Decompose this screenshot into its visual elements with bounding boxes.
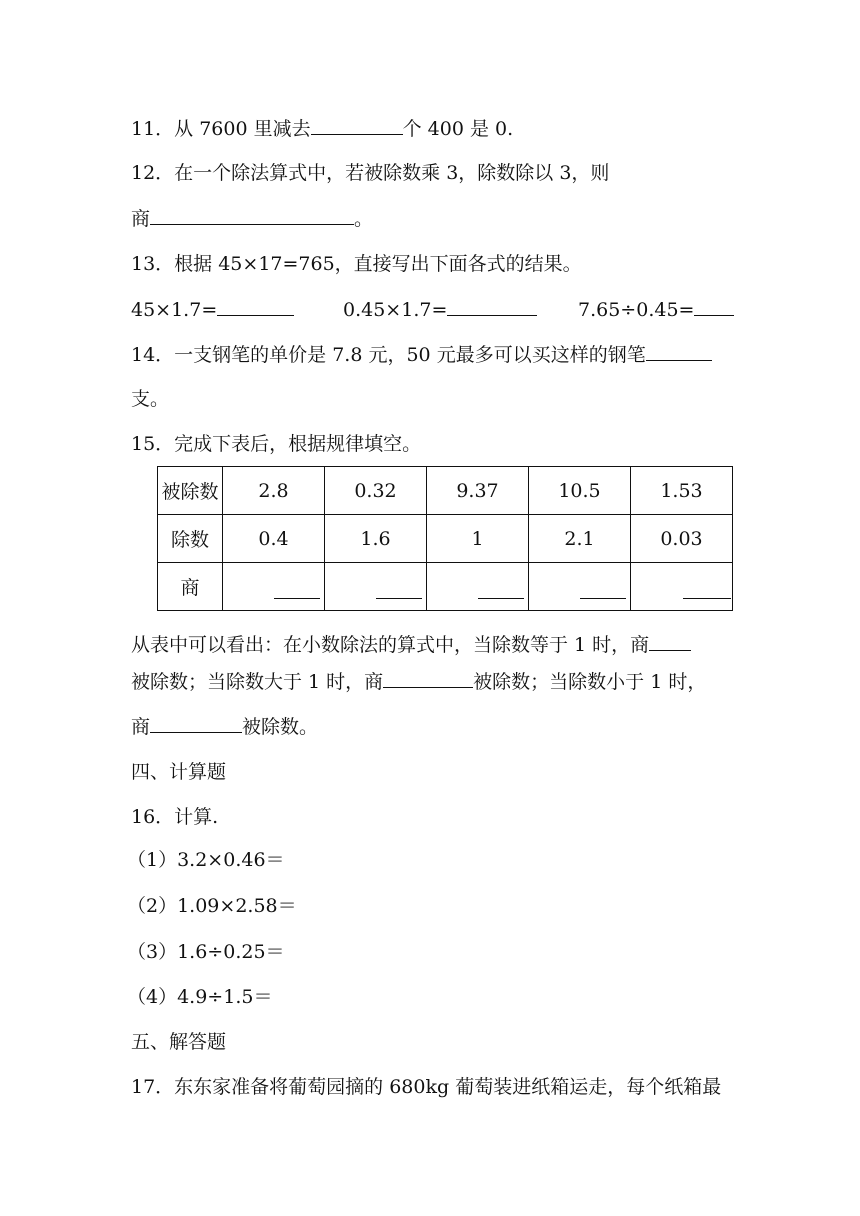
quotient-cell[interactable]	[427, 563, 529, 611]
q12-answer-blank[interactable]	[150, 206, 354, 225]
q13-expr-2-blank[interactable]	[447, 297, 537, 316]
question-17-line1: 17．东东家准备将葡萄园摘的 680kg 葡萄装进纸箱运走，每个纸箱最	[131, 1076, 722, 1098]
quotient-cell[interactable]	[223, 563, 325, 611]
q15-blank-1[interactable]	[649, 632, 691, 651]
q16-item-4: （4）4.9÷1.5＝	[127, 986, 273, 1008]
q11-answer-blank[interactable]	[311, 116, 403, 135]
quotient-blank[interactable]	[376, 598, 422, 599]
table-cell: 1.6	[325, 515, 427, 563]
q13-expr-2	[343, 297, 537, 322]
q15-line3-b: 被除数。	[242, 716, 319, 738]
question-12-line2	[131, 206, 373, 231]
q15-blank-2[interactable]	[383, 669, 473, 688]
q13-expr-1	[131, 297, 294, 322]
quotient-blank[interactable]	[274, 598, 320, 599]
q15-conclusion-line2	[131, 669, 706, 694]
q12-prefix: 商	[131, 208, 151, 230]
division-table	[157, 466, 733, 611]
q14-answer-blank[interactable]	[646, 342, 712, 361]
table-cell: 9.37	[427, 467, 529, 515]
q13-expr-2-text: 0.45×1.7=	[343, 299, 448, 321]
row-header-quotient: 商	[158, 563, 223, 611]
table-cell: 0.03	[631, 515, 733, 563]
table-cell: 0.4	[223, 515, 325, 563]
section-heading-word-problems: 五、解答题	[131, 1031, 227, 1053]
row-header-divisor: 除数	[158, 515, 223, 563]
table-cell: 1.53	[631, 467, 733, 515]
table-cell: 2.1	[529, 515, 631, 563]
quotient-cell[interactable]	[529, 563, 631, 611]
q13-expr-1-text: 45×1.7=	[131, 299, 218, 321]
quotient-blank[interactable]	[478, 598, 524, 599]
q13-expr-3-text: 7.65÷0.45=	[578, 299, 695, 321]
q16-item-1: （1）3.2×0.46＝	[127, 849, 285, 871]
question-12-line1: 12．在一个除法算式中，若被除数乘 3，除数除以 3，则	[131, 162, 610, 184]
table-cell: 10.5	[529, 467, 631, 515]
question-15-title: 15．完成下表后，根据规律填空。	[131, 433, 422, 455]
q11-suffix: 个 400 是 0.	[402, 118, 514, 140]
q15-conclusion-line1	[131, 632, 691, 657]
q15-blank-3[interactable]	[150, 714, 242, 733]
section-heading-calculation: 四、计算题	[131, 761, 227, 783]
table-row	[158, 563, 733, 611]
table-row	[158, 467, 733, 515]
row-header-dividend: 被除数	[158, 467, 223, 515]
q15-line2-b: 被除数；当除数小于 1 时，	[473, 671, 707, 693]
q12-suffix: 。	[354, 208, 374, 230]
q16-item-2: （2）1.09×2.58＝	[127, 895, 297, 917]
q15-conclusion-line3	[131, 714, 318, 739]
q15-line3-a: 商	[131, 716, 151, 738]
table-cell: 2.8	[223, 467, 325, 515]
q13-expr-3-blank[interactable]	[694, 297, 734, 316]
question-16-title: 16．计算.	[131, 806, 219, 828]
question-11	[131, 116, 513, 141]
question-14-line2: 支。	[131, 388, 170, 410]
question-14-line1	[131, 342, 712, 367]
table-cell: 0.32	[325, 467, 427, 515]
q13-expr-1-blank[interactable]	[217, 297, 294, 316]
q11-prefix: 11．从 7600 里减去	[131, 118, 311, 140]
q13-expr-3	[578, 297, 734, 322]
table-row	[158, 515, 733, 563]
q14-text: 14．一支钢笔的单价是 7.8 元，50 元最多可以买这样的钢笔	[131, 344, 646, 366]
table-cell: 1	[427, 515, 529, 563]
q16-item-3: （3）1.6÷0.25＝	[127, 941, 285, 963]
quotient-cell[interactable]	[325, 563, 427, 611]
q15-line1-text: 从表中可以看出：在小数除法的算式中，当除数等于 1 时，商	[131, 634, 650, 656]
q15-line2-a: 被除数；当除数大于 1 时，商	[131, 671, 384, 693]
quotient-cell[interactable]	[631, 563, 733, 611]
question-13-title: 13．根据 45×17=765，直接写出下面各式的结果。	[131, 253, 582, 275]
quotient-blank[interactable]	[580, 598, 626, 599]
quotient-blank[interactable]	[683, 598, 731, 599]
